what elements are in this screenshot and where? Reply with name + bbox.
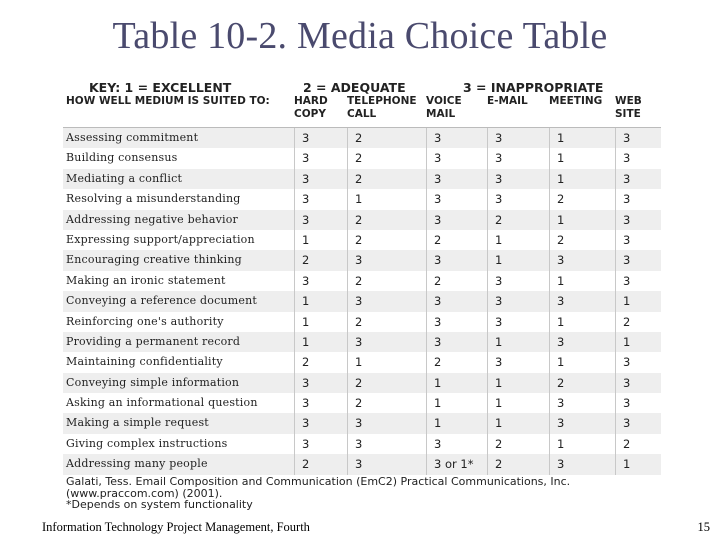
rating-cell: 3 <box>294 128 347 148</box>
task-label: Providing a permanent record <box>66 334 241 348</box>
rating-cell: 1 <box>294 312 347 332</box>
task-label: Assessing commitment <box>66 131 199 144</box>
rating-cell: 3 <box>426 189 487 209</box>
rating-cell: 1 <box>549 169 615 189</box>
rating-cell: 3 or 1* <box>426 454 487 474</box>
rating-cell: 1 <box>487 332 549 352</box>
header-voice-mail <box>426 95 487 127</box>
rating-cell: 3 <box>487 312 549 332</box>
rating-cell: 3 <box>615 250 661 270</box>
rating-cell: 3 <box>426 128 487 148</box>
rating-cell: 1 <box>294 332 347 352</box>
task-label: Conveying a reference document <box>66 294 257 308</box>
header-label: MAIL <box>426 108 456 120</box>
key-inappropriate: 3 = INAPPROPRIATE <box>463 80 604 95</box>
rating-cell: 3 <box>294 210 347 230</box>
rating-cell: 1 <box>549 312 615 332</box>
rating-cell: 2 <box>347 210 426 230</box>
rating-cell: 1 <box>487 393 549 413</box>
header-web-site <box>615 95 661 127</box>
rating-cell: 3 <box>487 352 549 372</box>
rating-cell: 2 <box>347 373 426 393</box>
header-question: HOW WELL MEDIUM IS SUITED TO: <box>66 95 270 107</box>
header-label: CALL <box>347 108 377 120</box>
rating-cell: 3 <box>615 352 661 372</box>
rating-cell: 1 <box>487 413 549 433</box>
rating-cell: 3 <box>426 434 487 454</box>
rating-cell: 1 <box>487 373 549 393</box>
media-choice-table <box>63 80 661 475</box>
rating-cell: 3 <box>487 169 549 189</box>
table-row <box>63 250 661 270</box>
rating-cell: 3 <box>615 189 661 209</box>
rating-cell: 3 <box>487 189 549 209</box>
rating-cell: 2 <box>294 250 347 270</box>
footnote: *Depends on system functionality <box>66 498 253 511</box>
task-label: Encouraging creative thinking <box>66 253 242 267</box>
rating-cell: 2 <box>549 189 615 209</box>
rating-cell: 3 <box>615 393 661 413</box>
rating-cell: 3 <box>347 413 426 433</box>
rating-cell: 1 <box>426 413 487 433</box>
rating-cell: 3 <box>426 291 487 311</box>
table-row <box>63 189 661 209</box>
rating-cell: 3 <box>615 373 661 393</box>
table-header <box>63 95 661 128</box>
key-adequate: 2 = ADEQUATE <box>303 80 406 95</box>
rating-cell: 3 <box>615 413 661 433</box>
rating-cell: 3 <box>347 332 426 352</box>
header-label: COPY <box>294 108 326 120</box>
table-row <box>63 352 661 372</box>
table-row <box>63 332 661 352</box>
table-row <box>63 230 661 250</box>
source-citation <box>66 476 666 511</box>
rating-cell: 1 <box>347 352 426 372</box>
rating-cell: 2 <box>487 454 549 474</box>
rating-cell: 3 <box>294 271 347 291</box>
table-row <box>63 148 661 168</box>
header-label: TELEPHONE <box>347 95 417 107</box>
task-label: Making an ironic statement <box>66 273 226 287</box>
key-legend <box>63 80 661 95</box>
task-label: Maintaining confidentiality <box>66 355 223 369</box>
header-label: SITE <box>615 108 641 120</box>
rating-cell: 2 <box>426 271 487 291</box>
header-telephone-call <box>347 95 426 127</box>
rating-cell: 3 <box>294 413 347 433</box>
rating-cell: 2 <box>294 352 347 372</box>
rating-cell: 3 <box>549 413 615 433</box>
task-label: Asking an informational question <box>66 396 258 410</box>
rating-cell: 1 <box>294 230 347 250</box>
rating-cell: 3 <box>347 434 426 454</box>
rating-cell: 3 <box>426 332 487 352</box>
header-email <box>487 95 549 127</box>
rating-cell: 3 <box>615 128 661 148</box>
rating-cell: 3 <box>426 312 487 332</box>
rating-cell: 3 <box>615 230 661 250</box>
rating-cell: 3 <box>294 189 347 209</box>
table-row <box>63 128 661 148</box>
rating-cell: 3 <box>615 210 661 230</box>
table-row <box>63 413 661 433</box>
rating-cell: 1 <box>426 393 487 413</box>
rating-cell: 1 <box>487 230 549 250</box>
rating-cell: 3 <box>347 291 426 311</box>
rating-cell: 2 <box>347 230 426 250</box>
table-row <box>63 169 661 189</box>
rating-cell: 1 <box>549 148 615 168</box>
rating-cell: 3 <box>294 148 347 168</box>
rating-cell: 3 <box>426 210 487 230</box>
header-label: HARD <box>294 95 328 107</box>
citation-line: (www.praccom.com) (2001). <box>66 486 223 500</box>
task-label: Building consensus <box>66 151 178 165</box>
task-label: Mediating a conflict <box>66 171 183 185</box>
header-label: VOICE <box>426 95 462 107</box>
rating-cell: 2 <box>426 352 487 372</box>
table-row <box>63 210 661 230</box>
rating-cell: 3 <box>347 250 426 270</box>
rating-cell: 2 <box>294 454 347 474</box>
rating-cell: 3 <box>347 454 426 474</box>
rating-cell: 2 <box>347 169 426 189</box>
rating-cell: 3 <box>426 148 487 168</box>
rating-cell: 3 <box>549 454 615 474</box>
rating-cell: 1 <box>347 189 426 209</box>
page-number: 15 <box>697 520 710 534</box>
rating-cell: 3 <box>487 128 549 148</box>
rating-cell: 2 <box>549 373 615 393</box>
rating-cell: 3 <box>294 393 347 413</box>
footer-text: Information Technology Project Management, Fourth <box>42 520 310 534</box>
task-label: Expressing support/appreciation <box>66 232 255 246</box>
table-row <box>63 434 661 454</box>
rating-cell: 2 <box>549 230 615 250</box>
citation-line: Galati, Tess. Email Composition and Communication (EmC2) Practical Communications, Inc. <box>66 475 571 488</box>
header-hard-copy <box>294 95 347 127</box>
rating-cell: 2 <box>487 434 549 454</box>
rating-cell: 1 <box>549 271 615 291</box>
rating-cell: 3 <box>487 291 549 311</box>
rating-cell: 3 <box>487 148 549 168</box>
rating-cell: 3 <box>487 271 549 291</box>
rating-cell: 3 <box>615 271 661 291</box>
table-row <box>63 271 661 291</box>
rating-cell: 2 <box>347 128 426 148</box>
task-label: Resolving a misunderstanding <box>66 192 241 206</box>
rating-cell: 1 <box>549 352 615 372</box>
rating-cell: 3 <box>426 250 487 270</box>
rating-cell: 1 <box>549 434 615 454</box>
rating-cell: 2 <box>615 434 661 454</box>
table-row <box>63 373 661 393</box>
rating-cell: 1 <box>615 454 661 474</box>
table-body <box>63 128 661 475</box>
table-row <box>63 454 661 474</box>
header-label: E-MAIL <box>487 95 528 107</box>
task-label: Making a simple request <box>66 416 209 430</box>
task-label: Addressing negative behavior <box>66 212 238 226</box>
rating-cell: 1 <box>426 373 487 393</box>
rating-cell: 2 <box>347 312 426 332</box>
rating-cell: 1 <box>294 291 347 311</box>
rating-cell: 3 <box>549 250 615 270</box>
table-row <box>63 312 661 332</box>
rating-cell: 3 <box>294 169 347 189</box>
header-meeting <box>549 95 615 127</box>
task-label: Reinforcing one's authority <box>66 314 224 328</box>
rating-cell: 2 <box>347 271 426 291</box>
rating-cell: 1 <box>615 291 661 311</box>
slide-title: Table 10-2. Media Choice Table <box>112 15 608 57</box>
rating-cell: 2 <box>615 312 661 332</box>
rating-cell: 3 <box>294 434 347 454</box>
rating-cell: 2 <box>347 148 426 168</box>
rating-cell: 3 <box>549 291 615 311</box>
rating-cell: 1 <box>549 210 615 230</box>
rating-cell: 2 <box>487 210 549 230</box>
header-label: WEB <box>615 95 642 107</box>
rating-cell: 3 <box>615 169 661 189</box>
key-excellent: KEY: 1 = EXCELLENT <box>89 80 232 95</box>
task-label: Addressing many people <box>66 457 208 471</box>
task-label: Conveying simple information <box>66 375 240 389</box>
header-label: MEETING <box>549 95 603 107</box>
rating-cell: 3 <box>549 393 615 413</box>
rating-cell: 3 <box>426 169 487 189</box>
rating-cell: 3 <box>615 148 661 168</box>
rating-cell: 3 <box>294 373 347 393</box>
task-label: Giving complex instructions <box>66 436 228 450</box>
rating-cell: 2 <box>426 230 487 250</box>
rating-cell: 1 <box>615 332 661 352</box>
rating-cell: 1 <box>549 128 615 148</box>
table-row <box>63 291 661 311</box>
table-row <box>63 393 661 413</box>
rating-cell: 2 <box>347 393 426 413</box>
rating-cell: 3 <box>549 332 615 352</box>
rating-cell: 1 <box>487 250 549 270</box>
